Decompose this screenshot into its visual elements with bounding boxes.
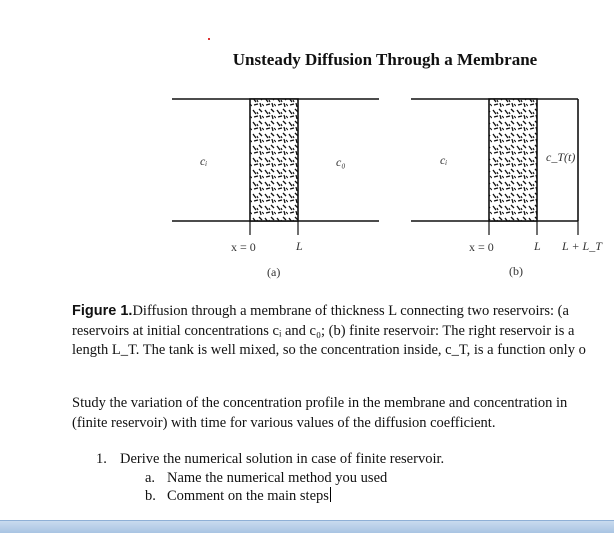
sub-item-a [96, 469, 444, 488]
task-list [96, 450, 444, 506]
membrane-b [489, 99, 537, 221]
label-LLT-b: L + L_T [562, 239, 602, 253]
sub-label-a: a. [145, 469, 156, 486]
status-bar [0, 520, 614, 533]
figure-label: Figure 1. [72, 303, 133, 319]
list-number: 1. [96, 451, 107, 467]
sub-text-a: Name the numerical method you used [167, 469, 388, 486]
panel-label-b: (b) [509, 264, 523, 278]
label-x0-b: x = 0 [469, 240, 494, 254]
paragraph-line-2: (finite reservoir) with time for various values of the diffusion coefficient. [72, 414, 496, 431]
label-L-b: L [534, 239, 541, 253]
paragraph-line-1: Study the variation of the concentration profile in the membrane and concentration in [72, 395, 568, 411]
figure-caption [72, 302, 614, 361]
sub-text-b: Comment on the main steps [167, 488, 329, 504]
caption-line-2: reservoirs at initial concentrations cᵢ and c₀; (b) finite reservoir: The right reservoir is a [72, 322, 575, 339]
membrane-a [250, 99, 298, 221]
caption-line-1: Diffusion through a membrane of thickness L connecting two reservoirs: (a [132, 303, 569, 319]
task-paragraph [72, 394, 614, 433]
caption-line-3: length L_T. The tank is well mixed, so the concentration inside, c_T, is a function only o [72, 342, 586, 358]
label-c0-a: c₀ [336, 155, 346, 169]
list-item-text: Derive the numerical solution in case of finite reservoir. [120, 451, 445, 467]
label-x0-a: x = 0 [231, 240, 256, 254]
sub-label-b: b. [145, 488, 156, 504]
document-title: Unsteady Diffusion Through a Membrane [232, 50, 538, 69]
label-ci-b: cᵢ [440, 153, 448, 167]
label-ct-b: c_T(t) [546, 150, 576, 164]
text-cursor [330, 487, 331, 502]
sub-item-b [96, 487, 444, 506]
label-L-a: L [296, 239, 303, 253]
panel-b [411, 99, 578, 235]
label-ci-a: cᵢ [200, 154, 208, 168]
list-item [96, 450, 444, 469]
panel-label-a: (a) [267, 265, 281, 279]
